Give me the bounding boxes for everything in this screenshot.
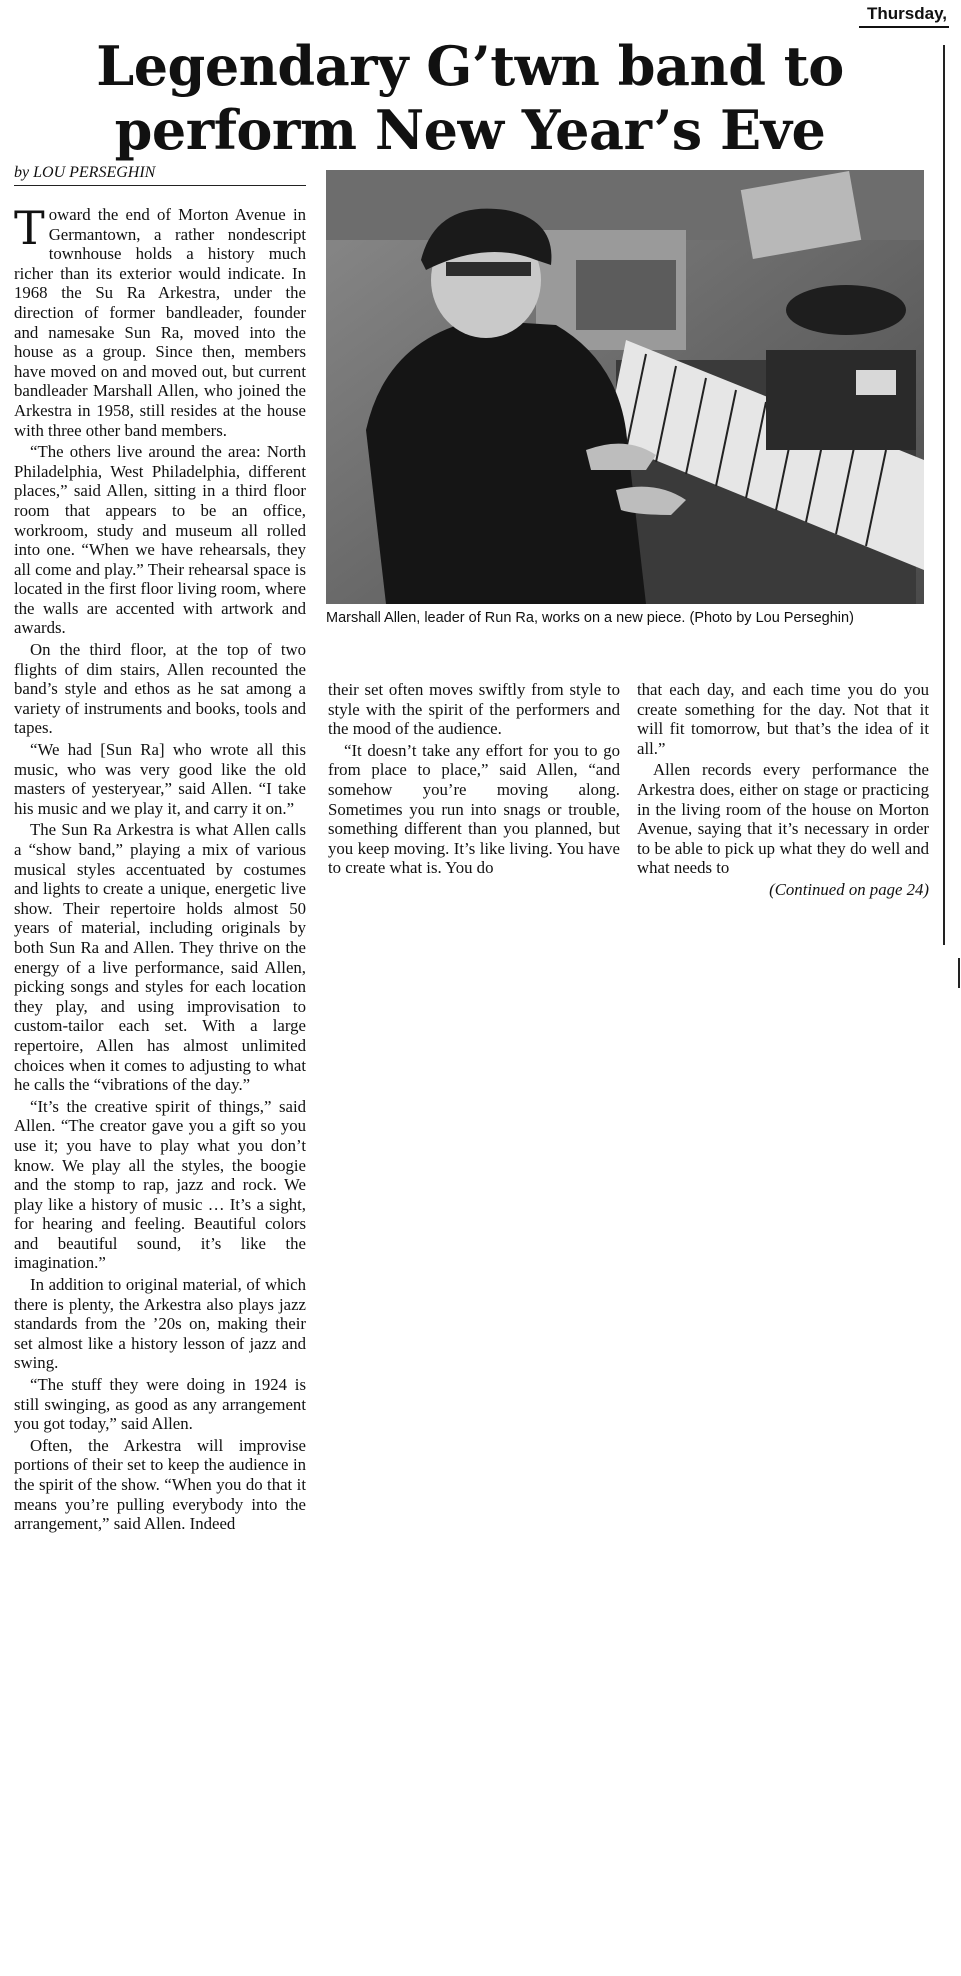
continued-notice[interactable]: (Continued on page 24) [769, 879, 929, 899]
article-column-1 [14, 201, 306, 1534]
byline [14, 164, 306, 186]
paragraph: “The others live around the area: North Philadelphia, West Philadelphia, different places,” said Allen, sitting in a third floor room that appears to be an office, workroom, study and museum all rolled into one. “When we have rehearsals, they all come and play.” Their rehearsal space is located in the first floor living room, where the walls are accented with artwork and awards. [14, 442, 306, 638]
drop-cap: T [14, 201, 45, 255]
paragraph: The Sun Ra Arkestra is what Allen calls a “show band,” playing a mix of various musical styles accentuated by costumes and lights to create a unique, energetic live show. Their repertoire holds almost 50 years of material, including originals by both Sun Ra and Allen. They thrive on the energy of a live performance, said Allen, picking songs and styles for each location they play, and using improvisation to custom-tailor each set. With a large repertoire, Allen has almost unlimited choices when it comes to adjusting to what he calls the “vibrations of the day.” [14, 820, 306, 1095]
photo-caption: Marshall Allen, leader of Run Ra, works on a new piece. (Photo by Lou Perseghin) [326, 610, 854, 626]
paragraph: their set often moves swiftly from style to style with the spirit of the performers and the mood of the audience. [328, 680, 620, 739]
article-photo [326, 170, 924, 604]
paragraph: On the third floor, at the top of two flights of dim stairs, Allen recounted the band’s style and ethos as he sat among a variety of instruments and books, tools and tapes. [14, 640, 306, 738]
column-rule-lower [958, 958, 960, 988]
headline-line-2: perform New Year’s Eve [114, 98, 826, 162]
paragraph: In addition to original material, of which there is plenty, the Arkestra also plays jazz standards from the ’20s on, making their set almost like a history lesson of jazz and swing. [14, 1275, 306, 1373]
paragraph: Allen records every performance the Arkestra does, either on stage or practicing in the living room of the house on Morton Avenue, saying that it’s necessary in order to be able to pick up what they do well and what needs to [637, 760, 929, 878]
photo-musician-at-keyboard [326, 170, 924, 604]
headline-line-1: Legendary G’twn band to [96, 34, 844, 98]
article-column-3 [637, 680, 929, 900]
paragraph: “We had [Sun Ra] who wrote all this music, who was very good like the old masters of yesteryear,” said Allen. “I take his music and we play it, and carry it on.” [14, 740, 306, 818]
headline [20, 34, 920, 162]
paragraph: “It doesn’t take any effort for you to go from place to place,” said Allen, “and somehow you’re moving along. Sometimes you run into snags or trouble, something different than you planned, but you keep moving. It’s like living. You have to create what is. You do [328, 740, 620, 878]
article-column-2 [328, 680, 620, 878]
paragraph: Toward the end of Morton Avenue in Germantown, a rather nondescript townhouse holds a history much richer than its exterior would indicate. In 1968 the Su Ra Arkestra, under the direction of former bandleader, founder and namesake Sun Ra, moved into the house as a group. Since then, members have moved on and moved out, but current bandleader Marshall Allen, who joined the Arkestra in 1958, still resides at the house with three other band members. [14, 201, 306, 440]
byline-prefix: by [14, 164, 30, 181]
issue-day: Thursday, [859, 4, 949, 28]
paragraph: Often, the Arkestra will improvise portions of their set to keep the audience in the spirit of the show. “When you do that it means you’re pulling everybody into the arrangement,” said Allen. Indeed [14, 1435, 306, 1534]
paragraph: that each day, and each time you do you create something for the day. Not that it will fit tomorrow, but that’s the idea of it all.” [637, 680, 929, 758]
paragraph: “The stuff they were doing in 1924 is still swinging, as good as any arrangement you got today,” said Allen. [14, 1375, 306, 1434]
byline-author: LOU PERSEGHIN [33, 164, 156, 181]
column-rule [943, 45, 945, 945]
paragraph: “It’s the creative spirit of things,” said Allen. “The creator gave you a gift so you use it; you have to play what you don’t know. We play all the styles, the boogie and the stomp to rap, jazz and rock. We play like a history of music … It’s a sight, for hearing and feeling. Beautiful colors and beautiful sound, it’s like the imagination.” [14, 1096, 306, 1273]
